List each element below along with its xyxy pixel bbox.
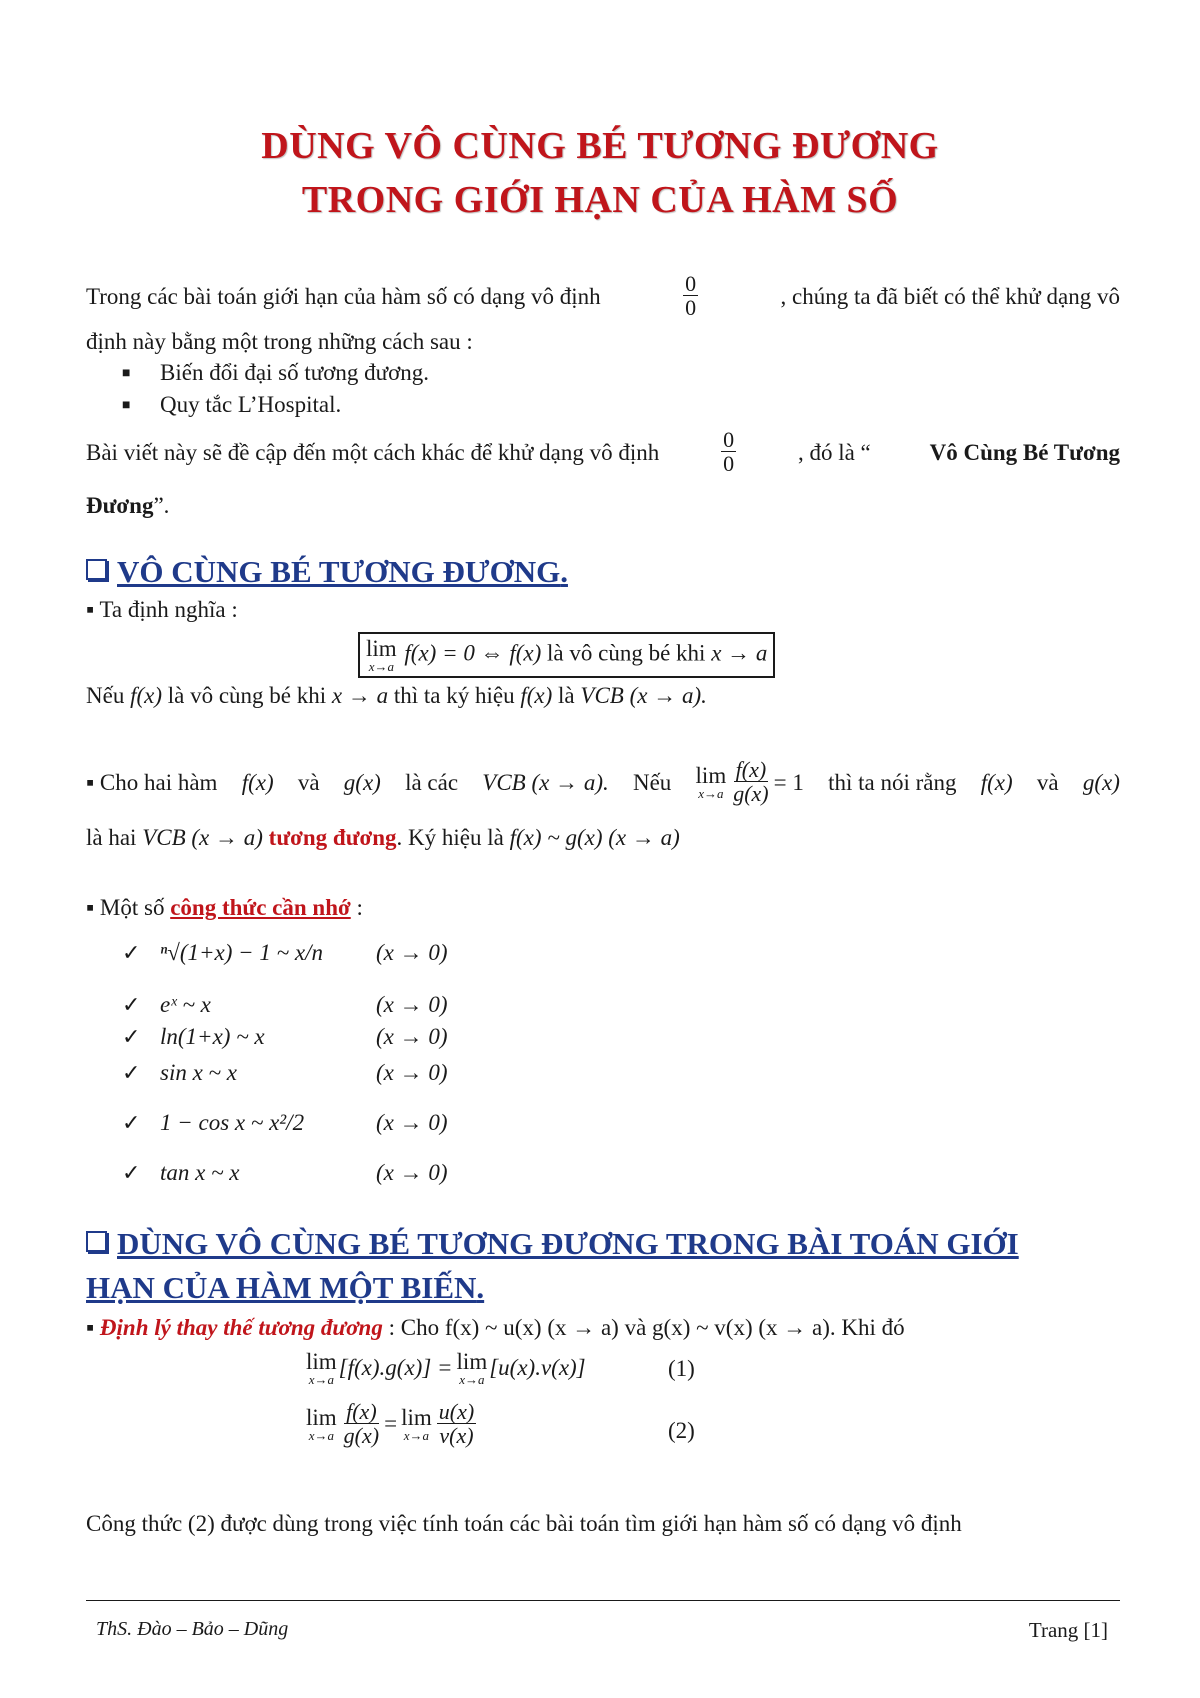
- limit-operator: lim x→a: [306, 1349, 337, 1387]
- intro-line-1: Trong các bài toán giới hạn của hàm số có dạng vô định $\frac{0}{0}$ , chúng ta đã biết có thể khử dạng vô: [86, 271, 1120, 321]
- formula-item: ⁿ√(1+x) − 1 ~ x/n: [160, 940, 323, 965]
- formula-item: eˣ ~ x: [160, 992, 211, 1017]
- intro-line-4: Đương”.: [86, 493, 170, 518]
- formula-item: sin x ~ x: [160, 1060, 237, 1085]
- notation-line: Nếu f(x) là vô cùng bé khi x → a thì ta ký hiệu f(x) là VCB (x → a).: [86, 683, 707, 708]
- checkbox-icon: [86, 559, 107, 580]
- limit-operator: lim x→a: [366, 636, 397, 674]
- formula-item: tan x ~ x: [160, 1160, 240, 1185]
- checkbox-icon: [86, 1231, 107, 1252]
- intro-line-3: Bài viết này sẽ đề cập đến một cách khác để khử dạng vô định $\frac{0}{0}$ , đó là “ Vô Cùng Bé Tương: [86, 427, 1120, 477]
- equation-1: lim x→a [f(x).g(x)] = lim x→a [u(x).v(x)]: [306, 1349, 586, 1387]
- intro-line-2: định này bằng một trong những cách sau :: [86, 329, 473, 354]
- definition-box: lim x→a f(x) = 0 ⇔ f(x) là vô cùng bé khi x → a: [358, 632, 775, 678]
- section-heading-2-cont: HẠN CỦA HÀM MỘT BIẾN.: [86, 1270, 485, 1305]
- ratio-u-over-v: $\frac{u(x)}{v(x)}$: [438, 1399, 475, 1449]
- limit-operator: lim x→a: [456, 1349, 488, 1387]
- formula-item: 1 − cos x ~ x²/2: [160, 1110, 305, 1135]
- definition-label: ▪ Ta định nghĩa :: [86, 597, 238, 622]
- section-heading-1: VÔ CÙNG BÉ TƯƠNG ĐƯƠNG.: [86, 554, 568, 590]
- check-icon: ✓: [122, 1024, 141, 1049]
- equation-1-number: (1): [668, 1356, 695, 1381]
- footer-divider: [86, 1600, 1120, 1601]
- equivalence-line-2: là hai VCB (x → a) tương đương. Ký hiệu là f(x) ~ g(x) (x → a): [86, 825, 680, 850]
- formula-condition: (x → 0): [376, 1160, 448, 1185]
- formula-condition: (x → 0): [376, 1110, 448, 1135]
- formula-condition: (x → 0): [376, 1060, 448, 1085]
- check-icon: ✓: [122, 940, 141, 965]
- equation-2: lim x→a $\frac{f(x)}{g(x)}$ = lim x→a $\frac{u(x)}{v(x)}$: [306, 1399, 475, 1449]
- check-icon: ✓: [122, 1060, 141, 1085]
- theorem-line: ▪ Định lý thay thế tương đương : Cho f(x) ~ u(x) (x → a) và g(x) ~ v(x) (x → a). Khi đó: [86, 1315, 905, 1340]
- check-icon: ✓: [122, 992, 141, 1017]
- ratio-f-over-g: $\frac{f(x)}{g(x)}$: [733, 757, 769, 807]
- list-item: Biến đổi đại số tương đương.: [160, 360, 430, 385]
- section-heading-2: DÙNG VÔ CÙNG BÉ TƯƠNG ĐƯƠNG TRONG BÀI TOÁN GIỚI: [86, 1226, 1120, 1262]
- zero-over-zero: $\frac{0}{0}$: [685, 271, 697, 321]
- bullet-marker: ■: [122, 398, 131, 413]
- limit-operator: lim x→a: [306, 1405, 337, 1444]
- check-icon: ✓: [122, 1160, 141, 1185]
- bullet-marker: ■: [122, 366, 131, 381]
- check-icon: ✓: [122, 1110, 141, 1135]
- closing-line: Công thức (2) được dùng trong việc tính toán các bài toán tìm giới hạn hàm số có dạng vô định: [86, 1511, 962, 1536]
- formula-condition: (x → 0): [376, 992, 448, 1017]
- footer-author: ThS. Đào – Bảo – Dũng: [96, 1618, 289, 1640]
- formula-condition: (x → 0): [376, 1024, 448, 1049]
- list-item: Quy tắc L’Hospital.: [160, 392, 342, 417]
- limit-operator: lim x→a: [695, 763, 727, 802]
- ratio-f-over-g: $\frac{f(x)}{g(x)}$: [343, 1399, 380, 1449]
- zero-over-zero: $\frac{0}{0}$: [723, 427, 735, 477]
- formula-item: ln(1+x) ~ x: [160, 1024, 265, 1049]
- formulas-label: ▪ Một số công thức cần nhớ :: [86, 895, 363, 920]
- formula-condition: (x → 0): [376, 940, 448, 965]
- title-line-1: DÙNG VÔ CÙNG BÉ TƯƠNG ĐƯƠNG: [261, 125, 939, 167]
- title-line-2: TRONG GIỚI HẠN CỦA HÀM SỐ: [301, 179, 899, 221]
- equation-2-number: (2): [668, 1418, 695, 1443]
- limit-operator: lim x→a: [401, 1405, 432, 1444]
- footer-page-number: Trang [1]: [1028, 1618, 1108, 1642]
- equivalence-line-1: ▪ Cho hai hàm f(x) và g(x) là các VCB (x → a). Nếu lim x→a $\frac{f(x)}{g(x)}$ = 1 thì ta nói rằng f(x) và g(x): [86, 757, 1120, 807]
